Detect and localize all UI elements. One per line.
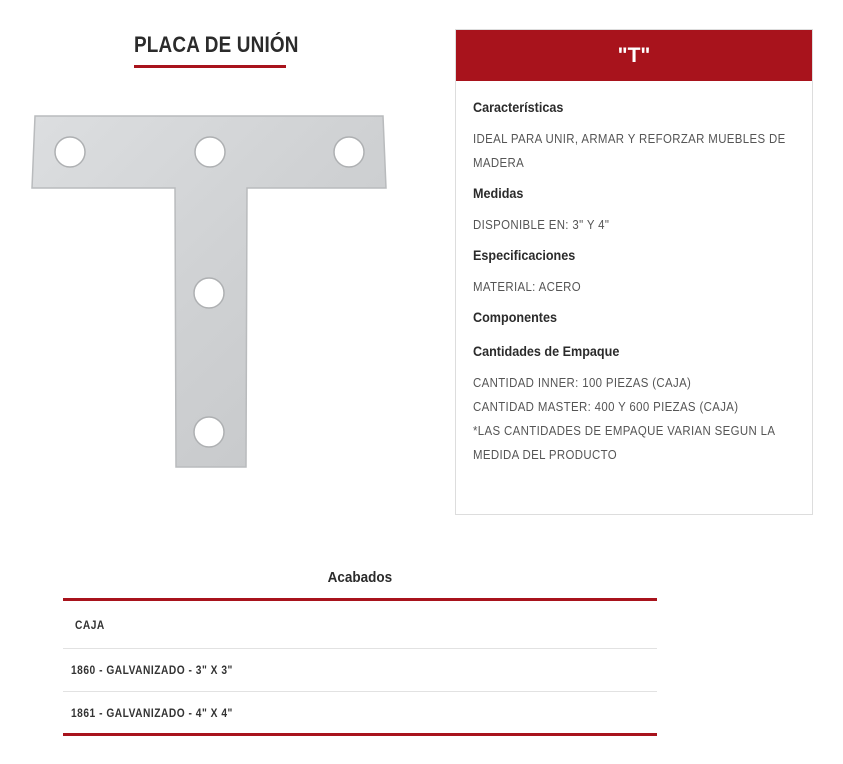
title-underline: [134, 65, 286, 68]
product-title-block: [134, 32, 299, 58]
info-header: "T": [456, 30, 812, 81]
table-cell: [63, 649, 657, 692]
table-row: [63, 692, 657, 735]
table-row: [63, 649, 657, 692]
table-header-cell: [63, 600, 657, 649]
t-plate-image: [30, 112, 390, 472]
section-title-cantidades: Cantidades de Empaque: [473, 343, 620, 359]
section-text-line: MEDIDA DEL PRODUCTO: [473, 447, 618, 462]
finishes-table: [63, 598, 657, 736]
product-info-panel: [455, 29, 813, 515]
section-title-caracteristicas: Características: [473, 99, 564, 115]
header-label: CAJA: [75, 617, 105, 632]
hole-mid: [194, 278, 224, 308]
row-label: 1860 - GALVANIZADO - 3" X 3": [71, 663, 233, 677]
finishes-title-text: Acabados: [327, 569, 393, 586]
section-text-line: CANTIDAD MASTER: 400 Y 600 PIEZAS (CAJA): [473, 399, 739, 414]
hole-left: [55, 137, 85, 167]
section-text-line: *LAS CANTIDADES DE EMPAQUE VARIAN SEGUN LA: [473, 423, 776, 438]
hole-bottom: [194, 417, 224, 447]
hole-center: [195, 137, 225, 167]
section-text-line: MADERA: [473, 155, 525, 170]
row-label: 1861 - GALVANIZADO - 4" X 4": [71, 705, 233, 720]
section-title-componentes: Componentes: [473, 309, 558, 325]
finishes-title: [63, 568, 657, 598]
section-text-line: DISPONIBLE EN: 3" Y 4": [473, 217, 610, 232]
hole-right: [334, 137, 364, 167]
section-title-especificaciones: Especificaciones: [473, 247, 576, 263]
page-title: PLACA DE UNIÓN: [134, 32, 299, 57]
finishes-section: [63, 568, 657, 736]
table-header-row: [63, 600, 657, 649]
info-body: [456, 81, 812, 467]
section-text-line: IDEAL PARA UNIR, ARMAR Y REFORZAR MUEBLES DE: [473, 131, 786, 146]
t-plate-shape: [32, 116, 386, 467]
table-cell: [63, 692, 657, 735]
section-text-line: MATERIAL: ACERO: [473, 279, 582, 294]
section-title-medidas: Medidas: [473, 185, 524, 201]
section-text-line: CANTIDAD INNER: 100 PIEZAS (CAJA): [473, 375, 692, 390]
